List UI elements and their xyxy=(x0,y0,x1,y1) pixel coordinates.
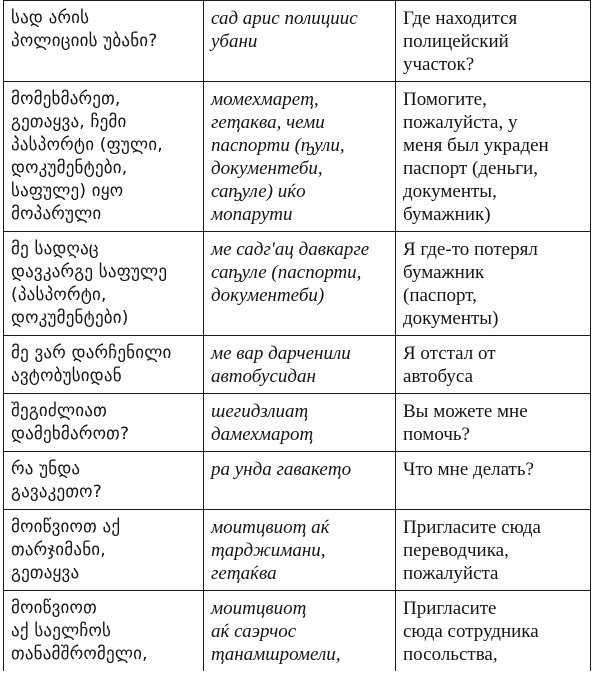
russian-translation: Помогите, пожалуйста, у меня был украден паспорт (деньги, документы, бумажник) xyxy=(396,82,591,232)
phrasebook-body xyxy=(4,1,591,672)
georgian-phrase: რა უნდა გავაკეთო? xyxy=(4,452,204,510)
transliteration-phrase: ме садг'ац давкарге саҧуле (паспорти, документеби) xyxy=(204,232,396,336)
transliteration-phrase: момехмареҭ, геҭаква, чеми паспорти (ҧули, документеби, саҧуле) иќо мопаруmи xyxy=(204,82,396,232)
transliteration-phrase: моитцвиоҭ аќ саэрчос ҭанамшромели, xyxy=(204,591,396,672)
phrase-row xyxy=(4,1,591,82)
russian-translation: Что мне делать? xyxy=(396,452,591,510)
russian-translation: Пригласите сюда переводчика, пожалуйста xyxy=(396,510,591,591)
georgian-phrase: მე სადღაც დავკარგე საფულე (პასპორტი, დოკუმენტები) xyxy=(4,232,204,336)
georgian-phrase: მოიწვიოთ აქ საელჩოს თანამშრომელი, xyxy=(4,591,204,672)
phrase-row xyxy=(4,82,591,232)
phrase-row xyxy=(4,452,591,510)
transliteration-phrase: шегидзлиаҭ дамехмароҭ xyxy=(204,394,396,452)
georgian-phrase: სად არის პოლიციის უბანი? xyxy=(4,1,204,82)
transliteration-phrase: сад арис полициис убани xyxy=(204,1,396,82)
russian-translation: Пригласите сюда сотрудника посольства, xyxy=(396,591,591,672)
phrase-row xyxy=(4,232,591,336)
russian-translation: Вы можете мне помочь? xyxy=(396,394,591,452)
transliteration-phrase: моитцвиоҭ аќ ҭарджимани, геҭаќва xyxy=(204,510,396,591)
phrase-row xyxy=(4,591,591,672)
russian-translation: Где находится полицейский участок? xyxy=(396,1,591,82)
phrase-row xyxy=(4,394,591,452)
phrasebook-table xyxy=(3,0,591,671)
transliteration-phrase: ра унда гавакеҭо xyxy=(204,452,396,510)
georgian-phrase: შეგიძლიათ დამეხმაროთ? xyxy=(4,394,204,452)
georgian-phrase: მე ვარ დარჩენილი ავტობუსიდან xyxy=(4,336,204,394)
georgian-phrase: მოიწვიოთ აქ თარჯიმანი, გეთაყვა xyxy=(4,510,204,591)
transliteration-phrase: ме вар дарчeнили автобусидан xyxy=(204,336,396,394)
phrase-row xyxy=(4,336,591,394)
phrase-row xyxy=(4,510,591,591)
russian-translation: Я отстал от автобуса xyxy=(396,336,591,394)
russian-translation: Я где-то потерял бумажник (паспорт, документы) xyxy=(396,232,591,336)
georgian-phrase: მომეხმარეთ, გეთაყვა, ჩემი პასპორტი (ფული, დოკუმენტები, საფულე) იყო მოპარული xyxy=(4,82,204,232)
